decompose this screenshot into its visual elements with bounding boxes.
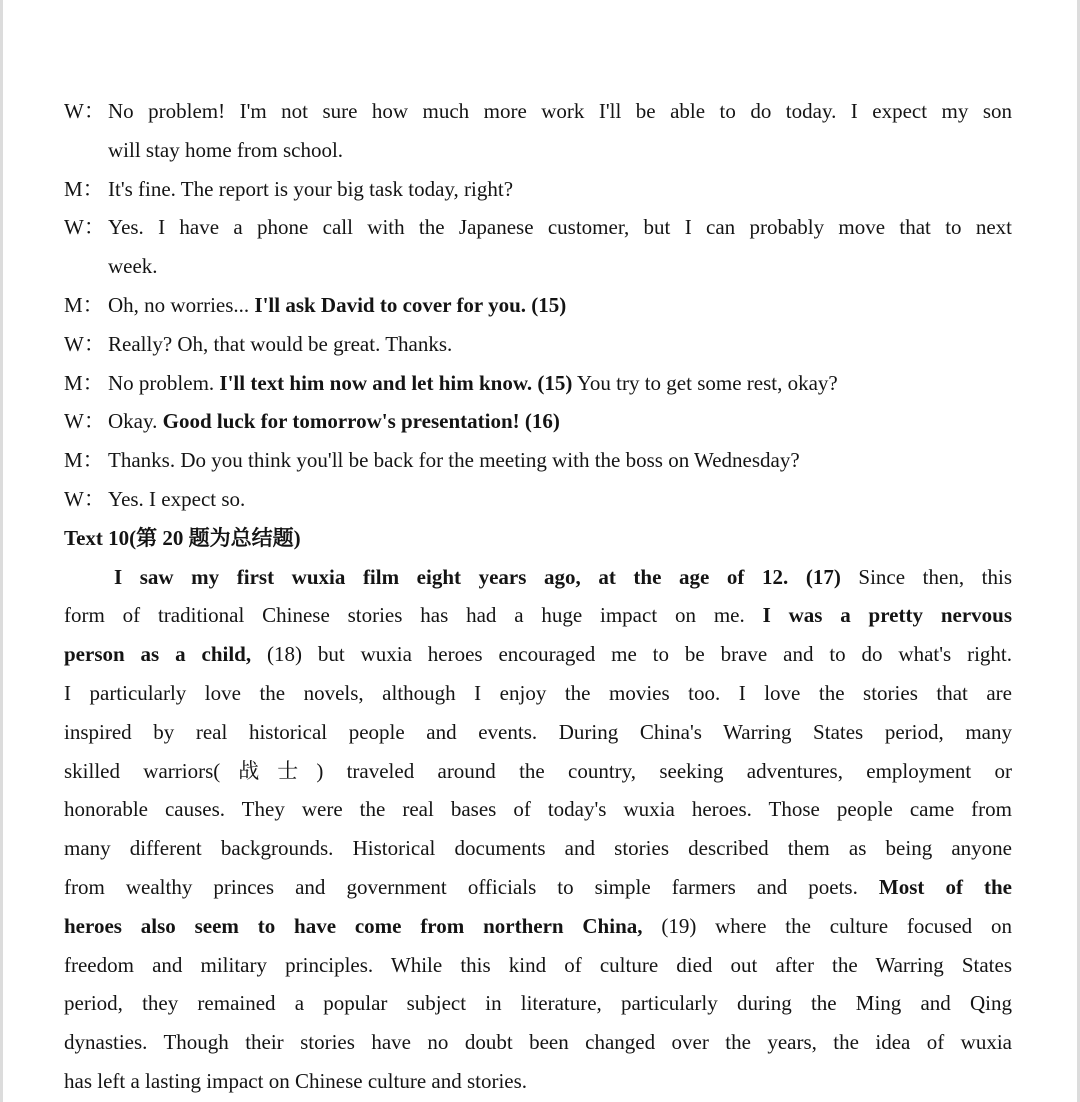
dialogue-line bbox=[64, 208, 1012, 247]
passage-line bbox=[64, 984, 1012, 1023]
document-page bbox=[64, 92, 1012, 1101]
page-left-edge bbox=[0, 0, 3, 1102]
passage-line bbox=[64, 558, 1012, 597]
speaker-label: M： bbox=[64, 370, 104, 395]
section-heading: Text 10(第 20 题为总结题) bbox=[64, 525, 301, 550]
passage-text: skilled warriors(战士) traveled around the country, seeking adventures, employment or bbox=[64, 758, 1012, 783]
dialogue-text: Yes. I have a phone call with the Japanese customer, but I can probably move that to next bbox=[108, 215, 1012, 240]
dialogue-line bbox=[64, 441, 1012, 480]
passage-text: from wealthy princes and government officials to simple farmers and poets. bbox=[64, 874, 879, 899]
passage-line bbox=[64, 1023, 1012, 1062]
dialogue-text: Okay. bbox=[108, 409, 163, 434]
passage-text: inspired by real historical people and events. During China's Warring States period, many bbox=[64, 719, 1012, 744]
key-sentence: I'll ask David to cover for you. (15) bbox=[254, 292, 567, 317]
passage-line bbox=[64, 907, 1012, 946]
speaker-label: M： bbox=[64, 176, 104, 201]
speaker-label: W： bbox=[64, 331, 105, 356]
passage-line bbox=[64, 596, 1012, 635]
dialogue-line-continued bbox=[64, 247, 1012, 286]
speaker-label: W： bbox=[64, 215, 105, 240]
key-sentence: Most of the bbox=[878, 874, 1012, 899]
passage-text: dynasties. Though their stories have no doubt been changed over the years, the idea of wuxia bbox=[64, 1030, 1012, 1055]
dialogue-line bbox=[64, 364, 1012, 403]
speaker-label: M： bbox=[64, 292, 104, 317]
dialogue-line bbox=[64, 480, 1012, 519]
passage-text: has left a lasting impact on Chinese culture and stories. bbox=[64, 1068, 528, 1093]
passage-line bbox=[64, 868, 1012, 907]
dialogue-text: Yes. I expect so. bbox=[108, 486, 246, 511]
dialogue-line bbox=[64, 92, 1012, 131]
dialogue-text-after: You try to get some rest, okay? bbox=[572, 370, 838, 395]
dialogue-text: Oh, no worries... bbox=[108, 292, 255, 317]
passage-text: (19) where the culture focused on bbox=[642, 913, 1012, 938]
key-sentence: I saw my first wuxia film eight years ago, at the age of 12. (17) bbox=[114, 564, 841, 589]
speaker-label: W： bbox=[64, 99, 105, 123]
passage-text: (18) but wuxia heroes encouraged me to be brave and to do what's right. bbox=[251, 642, 1013, 667]
passage-text: Since then, this bbox=[840, 564, 1012, 589]
dialogue-text: No problem! I'm not sure how much more work I'll be able to do today. I expect my son bbox=[108, 99, 1012, 123]
passage-line bbox=[64, 752, 1012, 791]
passage-line bbox=[64, 946, 1012, 985]
dialogue-line bbox=[64, 325, 1012, 364]
passage-line bbox=[64, 1062, 1012, 1101]
dialogue-text: week. bbox=[108, 254, 158, 279]
dialogue-line bbox=[64, 170, 1012, 209]
key-sentence: person as a child, bbox=[64, 642, 252, 667]
dialogue-text: will stay home from school. bbox=[108, 137, 344, 162]
speaker-label: M： bbox=[64, 448, 104, 473]
key-sentence: Good luck for tomorrow's presentation! (16) bbox=[162, 409, 560, 434]
speaker-label: W： bbox=[64, 409, 105, 434]
dialogue-line bbox=[64, 402, 1012, 441]
passage-text: freedom and military principles. While this kind of culture died out after the Warring States bbox=[64, 952, 1012, 977]
passage-line bbox=[64, 713, 1012, 752]
dialogue-text: No problem. bbox=[108, 370, 220, 395]
key-sentence: heroes also seem to have come from northern China, bbox=[64, 913, 643, 938]
passage-line bbox=[64, 790, 1012, 829]
dialogue-text: Thanks. Do you think you'll be back for the meeting with the boss on Wednesday? bbox=[108, 448, 800, 473]
dialogue-line-continued bbox=[64, 131, 1012, 170]
passage-line bbox=[64, 635, 1012, 674]
passage-line bbox=[64, 674, 1012, 713]
passage-text: form of traditional Chinese stories has had a huge impact on me. bbox=[64, 603, 763, 628]
speaker-label: W： bbox=[64, 486, 105, 511]
dialogue-text: Really? Oh, that would be great. Thanks. bbox=[108, 331, 453, 356]
passage-text: period, they remained a popular subject in literature, particularly during the Ming and Qing bbox=[64, 991, 1012, 1016]
passage-text: many different backgrounds. Historical documents and stories described them as being anyone bbox=[64, 836, 1012, 861]
passage-line bbox=[64, 829, 1012, 868]
dialogue-text: It's fine. The report is your big task today, right? bbox=[108, 176, 514, 201]
passage-text: honorable causes. They were the real bases of today's wuxia heroes. Those people came from bbox=[64, 797, 1012, 822]
dialogue-line bbox=[64, 286, 1012, 325]
key-sentence: I'll text him now and let him know. (15) bbox=[219, 370, 573, 395]
passage-text: I particularly love the novels, although I enjoy the movies too. I love the stories that are bbox=[64, 680, 1012, 705]
key-sentence: I was a pretty nervous bbox=[762, 603, 1012, 628]
